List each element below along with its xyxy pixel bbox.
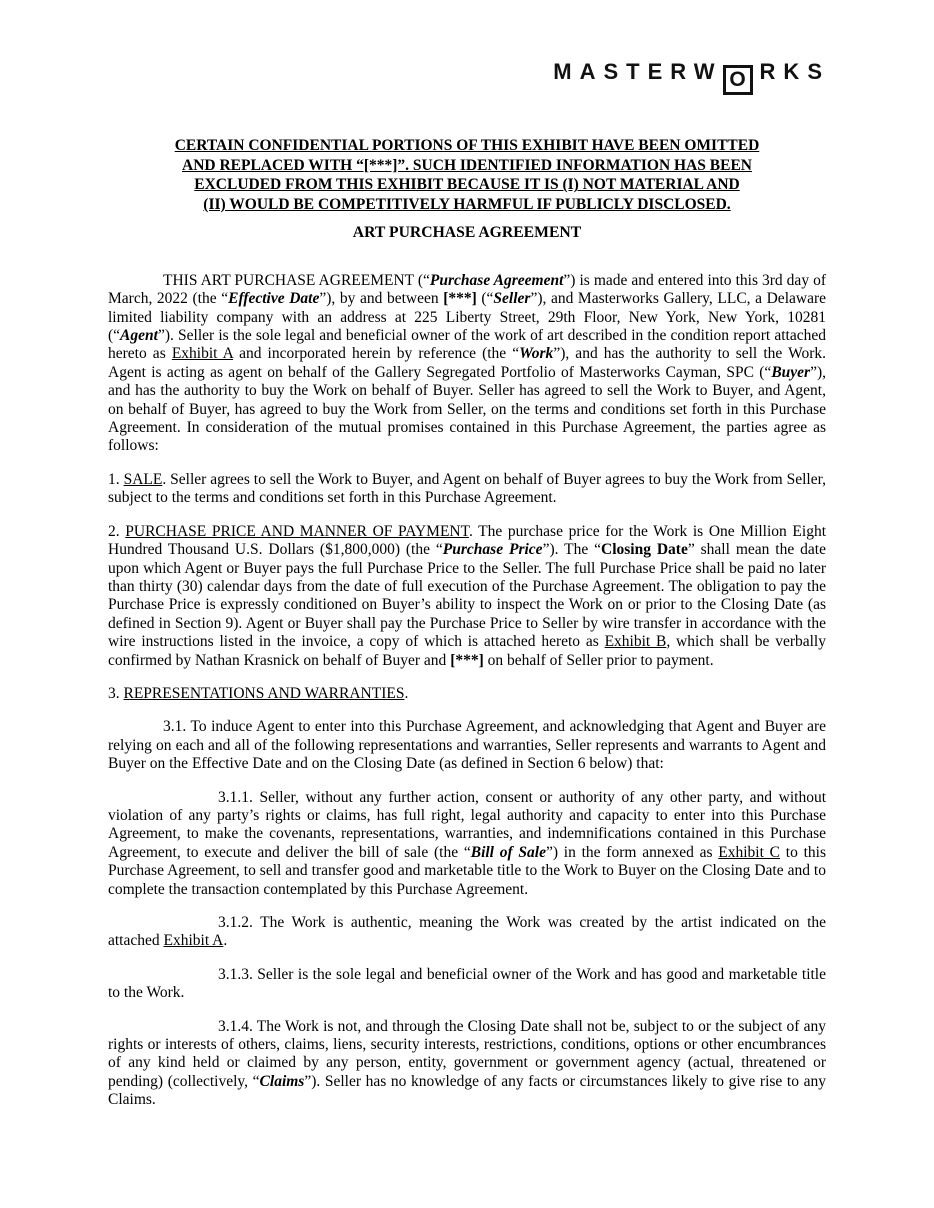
logo-o-box-icon	[723, 65, 753, 95]
document-title: ART PURCHASE AGREEMENT	[352, 223, 582, 241]
confidentiality-notice	[108, 136, 826, 215]
section-3-1: 3.1. To induce Agent to enter into this Purchase Agreement, and acknowledging that Agent and Buyer are relying on each and all of the following representations and warranties, Seller represents and warrants to Agent and Buyer on the Effective Date and on the Closing Date (as defined in Section 6 below) that:	[108, 718, 826, 773]
logo-boxed-letter: O	[729, 68, 746, 91]
notice-line-2-text: AND REPLACED WITH “[***]”. SUCH IDENTIFIED INFORMATION HAS BEEN	[182, 156, 752, 174]
logo-text-prefix: MASTERW	[553, 59, 723, 84]
notice-line-3-text: EXCLUDED FROM THIS EXHIBIT BECAUSE IT IS (I) NOT MATERIAL AND	[194, 176, 740, 194]
notice-line-1	[108, 136, 826, 156]
section-1-sale: 1. SALE. Seller agrees to sell the Work to Buyer, and Agent on behalf of Buyer agrees to buy the Work from Seller, subject to the terms and conditions set forth in this Purchase Agreement.	[108, 470, 826, 507]
section-3-1-1: 3.1.1. Seller, without any further action, consent or authority of any other party, and without violation of any party’s rights or claims, has full right, legal authority and capacity to enter into this Purchase Agreement, to make the covenants, representations, warranties, and indemnifications contained in this Purchase Agreement, to execute and deliver the bill of sale (the “Bill of Sale”) in the form annexed as Exhibit C to this Purchase Agreement, to sell and transfer good and marketable title to the Work to Buyer on the Closing Date and to complete the transaction contemplated by this Purchase Agreement.	[108, 788, 826, 898]
notice-line-3	[108, 175, 826, 195]
section-3-1-4: 3.1.4. The Work is not, and through the Closing Date shall not be, subject to or the subject of any rights or interests of others, claims, liens, security interests, restrictions, conditions, options or other encumbrances of any kind held or claimed by any person, entity, government or government agency (actual, threatened or pending) (collectively, “Claims”). Seller has no knowledge of any facts or circumstances likely to give rise to any Claims.	[108, 1017, 826, 1109]
paragraph-preamble: THIS ART PURCHASE AGREEMENT (“Purchase Agreement”) is made and entered into this 3rd day of March, 2022 (the “Effective Date”), by and between [***] (“Seller”), and Masterworks Gallery, LLC, a Delaware limited liability company with an address at 225 Liberty Street, 29th Floor, New York, New York, 10281 (“Agent”). Seller is the sole legal and beneficial owner of the work of art described in the condition report attached hereto as Exhibit A and incorporated herein by reference (the “Work”), and has the authority to sell the Work. Agent is acting as agent on behalf of the Gallery Segregated Portfolio of Masterworks Cayman, SPC (“Buyer”), and has the authority to buy the Work on behalf of Buyer. Seller has agreed to sell the Work to Buyer, and Agent, on behalf of Buyer, has agreed to buy the Work from Seller, on the terms and conditions set forth in this Purchase Agreement. In consideration of the mutual promises contained in this Purchase Agreement, the parties agree as follows:	[108, 271, 826, 455]
notice-line-4	[108, 195, 826, 215]
section-3-1-3: 3.1.3. Seller is the sole legal and beneficial owner of the Work and has good and marketable title to the Work.	[108, 965, 826, 1002]
notice-line-2	[108, 156, 826, 176]
masterworks-logo	[108, 56, 830, 95]
section-3-1-2: 3.1.2. The Work is authentic, meaning the Work was created by the artist indicated on the attached Exhibit A.	[108, 914, 826, 950]
section-2-purchase-price: 2. PURCHASE PRICE AND MANNER OF PAYMENT. The purchase price for the Work is One Million Eight Hundred Thousand U.S. Dollars ($1,800,000) (the “Purchase Price”). The “Closing Date” shall mean the date upon which Agent or Buyer pays the full Purchase Price to the Seller. The full Purchase Price shall be paid no later than thirty (30) calendar days from the date of full execution of the Purchase Agreement. The obligation to pay the Purchase Price is expressly conditioned on Buyer’s ability to inspect the Work on or prior to the Closing Date (as defined in Section 9). Agent or Buyer shall pay the Purchase Price to Seller by wire transfer in accordance with the wire instructions listed in the invoice, a copy of which is attached hereto as Exhibit B, which shall be verbally confirmed by Nathan Krasnick on behalf of Buyer and [***] on behalf of Seller prior to payment.	[108, 522, 826, 669]
agreement-body	[108, 272, 826, 1110]
logo-text-suffix: RKS	[759, 59, 830, 84]
page-content	[108, 0, 830, 1110]
notice-line-1-text: CERTAIN CONFIDENTIAL PORTIONS OF THIS EXHIBIT HAVE BEEN OMITTED	[174, 137, 760, 154]
section-3-heading: 3. REPRESENTATIONS AND WARRANTIES.	[108, 684, 409, 702]
notice-line-4-text: (II) WOULD BE COMPETITIVELY HARMFUL IF PUBLICLY DISCLOSED.	[203, 196, 731, 214]
